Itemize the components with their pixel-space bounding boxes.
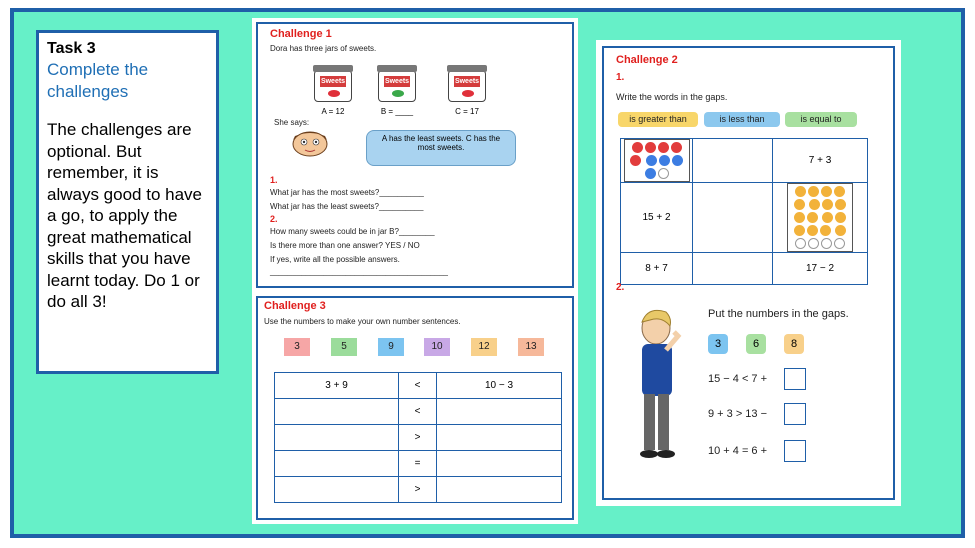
table-row bbox=[621, 183, 868, 253]
table-cell[interactable] bbox=[437, 451, 562, 477]
table-cell: 17 − 2 bbox=[773, 253, 868, 285]
jar-b-icon: Sweets bbox=[378, 70, 416, 102]
table-row bbox=[275, 425, 562, 451]
table-cell: > bbox=[399, 477, 437, 503]
c1-q2d: ________________________________________ bbox=[270, 267, 448, 276]
table-cell[interactable] bbox=[275, 399, 399, 425]
c1-q2c: If yes, write all the possible answers. bbox=[270, 255, 400, 264]
task-box bbox=[36, 30, 219, 374]
equation-1: 15 − 4 < 7 + bbox=[708, 373, 768, 385]
challenge-3-panel bbox=[252, 292, 578, 524]
c1-question-1-number: 1. bbox=[270, 175, 278, 185]
equation-3: 10 + 4 = 6 + bbox=[708, 445, 768, 457]
c1-q2a: How many sweets could be in jar B?________ bbox=[270, 227, 435, 236]
speech-bubble: A has the least sweets. C has the most sweets. bbox=[366, 130, 516, 166]
word-card-less-than: is less than bbox=[704, 112, 780, 127]
table-cell: < bbox=[399, 373, 437, 399]
challenge-1-panel bbox=[252, 18, 578, 292]
jar-c-caption: C = 17 bbox=[455, 107, 479, 116]
table-cell: 7 + 3 bbox=[773, 139, 868, 183]
number-card: 5 bbox=[331, 338, 357, 356]
table-cell[interactable] bbox=[437, 477, 562, 503]
table-cell: = bbox=[399, 451, 437, 477]
number-sentence-table bbox=[274, 372, 562, 503]
table-row bbox=[275, 477, 562, 503]
table-cell: 10 − 3 bbox=[437, 373, 562, 399]
compare-grid bbox=[620, 138, 868, 285]
number-card: 12 bbox=[471, 338, 497, 356]
table-cell[interactable] bbox=[275, 451, 399, 477]
boy-thinking-icon bbox=[626, 306, 696, 466]
challenge-1-intro: Dora has three jars of sweets. bbox=[270, 44, 377, 53]
jar-a-icon: Sweets bbox=[314, 70, 352, 102]
table-cell: < bbox=[399, 399, 437, 425]
table-cell[interactable] bbox=[275, 425, 399, 451]
c2-question-2-number: 2. bbox=[616, 282, 625, 293]
word-card-greater-than: is greater than bbox=[618, 112, 698, 127]
table-cell: 8 + 7 bbox=[621, 253, 693, 285]
c2-question-1: Write the words in the gaps. bbox=[616, 92, 728, 102]
number-card: 3 bbox=[284, 338, 310, 356]
table-cell: > bbox=[399, 425, 437, 451]
counters-grid-icon bbox=[787, 183, 853, 252]
jar-c-icon: Sweets bbox=[448, 70, 486, 102]
jar-a-caption: A = 12 bbox=[321, 107, 345, 116]
number-card: 9 bbox=[378, 338, 404, 356]
gap-number-card: 6 bbox=[746, 334, 766, 354]
task-title: Task 3 bbox=[47, 40, 96, 57]
challenge-1-heading: Challenge 1 bbox=[270, 28, 332, 40]
word-card-equal-to: is equal to bbox=[785, 112, 857, 127]
task-body: The challenges are optional. But remember, it is always good to have a go, to apply the great mathematical skills that you have learnt today. Do 1 or do all 3! bbox=[47, 120, 202, 311]
gap-cell[interactable] bbox=[693, 253, 773, 285]
c1-q1a: What jar has the most sweets?__________ bbox=[270, 188, 424, 197]
table-row bbox=[275, 399, 562, 425]
ten-frame-cell bbox=[621, 139, 693, 183]
c2-question-2: Put the numbers in the gaps. bbox=[708, 308, 849, 320]
challenge-3-heading: Challenge 3 bbox=[264, 300, 326, 312]
gap-number-card: 3 bbox=[708, 334, 728, 354]
c1-q1b: What jar has the least sweets?__________ bbox=[270, 202, 424, 211]
c1-question-2-number: 2. bbox=[270, 214, 278, 224]
table-row bbox=[275, 451, 562, 477]
she-says-label: She says: bbox=[274, 118, 310, 127]
table-row bbox=[275, 373, 562, 399]
challenge-3-intro: Use the numbers to make your own number sentences. bbox=[264, 317, 461, 326]
counters-cell bbox=[773, 183, 868, 253]
table-row bbox=[621, 139, 868, 183]
gap-cell[interactable] bbox=[693, 183, 773, 253]
answer-box-2[interactable] bbox=[784, 403, 806, 425]
jar-b-caption: B = ____ bbox=[380, 107, 414, 116]
c2-question-1-number: 1. bbox=[616, 72, 625, 83]
number-card: 10 bbox=[424, 338, 450, 356]
table-cell[interactable] bbox=[437, 425, 562, 451]
answer-box-3[interactable] bbox=[784, 440, 806, 462]
dora-face-icon bbox=[289, 128, 331, 158]
gap-number-card: 8 bbox=[784, 334, 804, 354]
task-subtitle: Complete the challenges bbox=[47, 60, 149, 101]
c1-q2b: Is there more than one answer? YES / NO bbox=[270, 241, 420, 250]
answer-box-1[interactable] bbox=[784, 368, 806, 390]
equation-2: 9 + 3 > 13 − bbox=[708, 408, 768, 420]
table-cell: 15 + 2 bbox=[621, 183, 693, 253]
table-cell: 3 + 9 bbox=[275, 373, 399, 399]
table-row bbox=[621, 253, 868, 285]
number-card: 13 bbox=[518, 338, 544, 356]
table-cell[interactable] bbox=[437, 399, 562, 425]
gap-cell[interactable] bbox=[693, 139, 773, 183]
challenge-2-panel bbox=[596, 40, 901, 506]
challenge-2-heading: Challenge 2 bbox=[616, 54, 678, 66]
table-cell[interactable] bbox=[275, 477, 399, 503]
ten-frame-icon bbox=[624, 139, 690, 182]
